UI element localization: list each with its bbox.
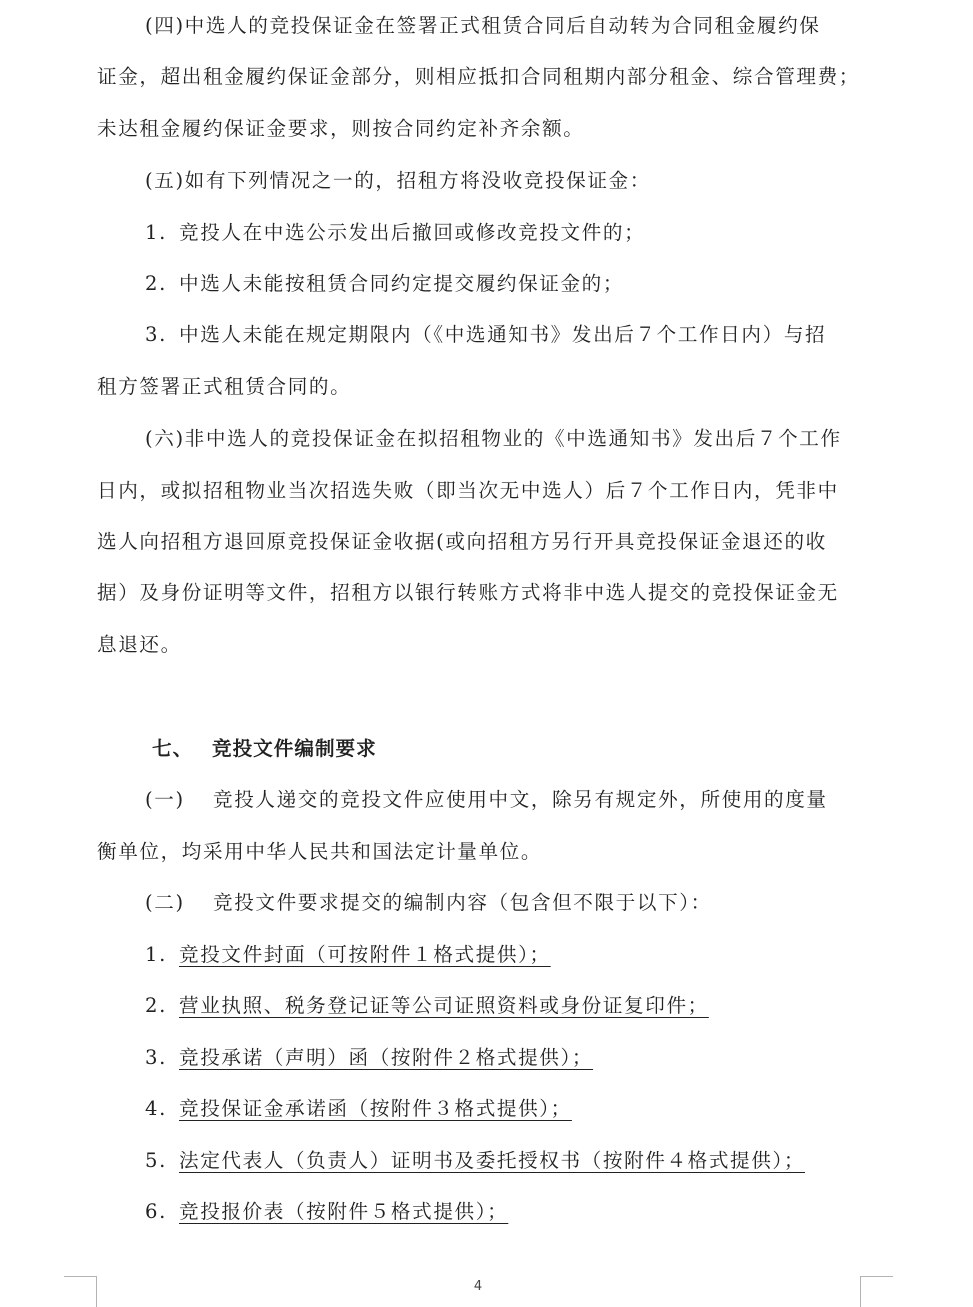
required-item-1-number: 1. [145,943,167,966]
para-6-line-2: 日内，或拟招租物业当次招选失败（即当次无中选人）后７个工作日内，凭非中 [97,479,839,502]
forfeit-item-3-number: 3. [145,323,167,346]
required-item-1-text: 竞投文件封面（可按附件１格式提供）； [179,943,551,966]
section-7-para-2 [145,890,712,916]
section-7-number: 七、 [152,737,194,760]
forfeit-item-1 [145,220,645,246]
required-item-6-number: 6. [145,1200,167,1223]
required-item-2 [145,993,709,1019]
forfeit-item-1-number: 1. [145,221,167,244]
section-7-title: 竞投文件编制要求 [212,737,377,760]
para-4-line-2: 证金，超出租金履约保证金部分，则相应抵扣合同租期内部分租金、综合管理费； [97,65,860,88]
required-item-5-text: 法定代表人（负责人）证明书及委托授权书（按附件４格式提供）； [179,1149,806,1172]
forfeit-item-3-continuation: 租方签署正式租赁合同的。 [97,375,352,398]
required-item-4-number: 4. [145,1097,167,1120]
section-7-para-1-text: 竞投人递交的竞投文件应使用中文，除另有规定外，所使用的度量 [213,788,828,811]
forfeit-item-1-text: 竞投人在中选公示发出后撤回或修改竞投文件的； [179,221,646,244]
section-7-para-2-label: (二) [145,891,185,914]
para-5-intro: (五)如有下列情况之一的，招租方将没收竞投保证金： [145,169,651,192]
section-7-heading [152,736,377,762]
section-7-para-1-line-1 [145,787,828,813]
required-item-4-text: 竞投保证金承诺函（按附件３格式提供）； [179,1097,572,1120]
required-item-6 [145,1199,508,1225]
para-6-line-4: 据）及身份证明等文件，招租方以银行转账方式将非中选人提交的竞投保证金无 [97,581,839,604]
forfeit-item-3-text: 中选人未能在规定期限内（《中选通知书》发出后７个工作日内）与招 [179,323,827,346]
para-6-line-3: 选人向招租方退回原竞投保证金收据(或向招租方另行开具竞投保证金退还的收 [97,530,827,553]
required-item-2-number: 2. [145,994,167,1017]
page-number: 4 [473,1279,483,1294]
required-item-1 [145,942,551,968]
required-item-6-text: 竞投报价表（按附件５格式提供）； [179,1200,509,1223]
para-4-line-3: 未达租金履约保证金要求，则按合同约定补齐余额。 [97,117,585,140]
para-6-line-5: 息退还。 [97,633,182,656]
para-4-line-1: (四)中选人的竞投保证金在签署正式租赁合同后自动转为合同租金履约保 [145,14,821,37]
section-7-para-2-text: 竞投文件要求提交的编制内容（包含但不限于以下）： [213,891,712,914]
required-item-4 [145,1096,572,1122]
forfeit-item-2-number: 2. [145,272,167,295]
forfeit-item-2 [145,271,624,297]
forfeit-item-2-text: 中选人未能按租赁合同约定提交履约保证金的； [179,272,625,295]
para-6-line-1: (六)非中选人的竞投保证金在拟招租物业的《中选通知书》发出后７个工作 [145,427,842,450]
forfeit-item-3 [145,322,826,348]
required-item-3-number: 3. [145,1046,167,1069]
section-7-para-1-line-2: 衡单位，均采用中华人民共和国法定计量单位。 [97,840,543,863]
section-7-para-1-label: (一) [145,788,185,811]
required-item-3 [145,1045,593,1071]
required-item-5-number: 5. [145,1149,167,1172]
required-item-2-text: 营业执照、税务登记证等公司证照资料或身份证复印件； [179,994,709,1017]
required-item-5 [145,1148,805,1174]
required-item-3-text: 竞投承诺（声明）函（按附件２格式提供）； [179,1046,594,1069]
